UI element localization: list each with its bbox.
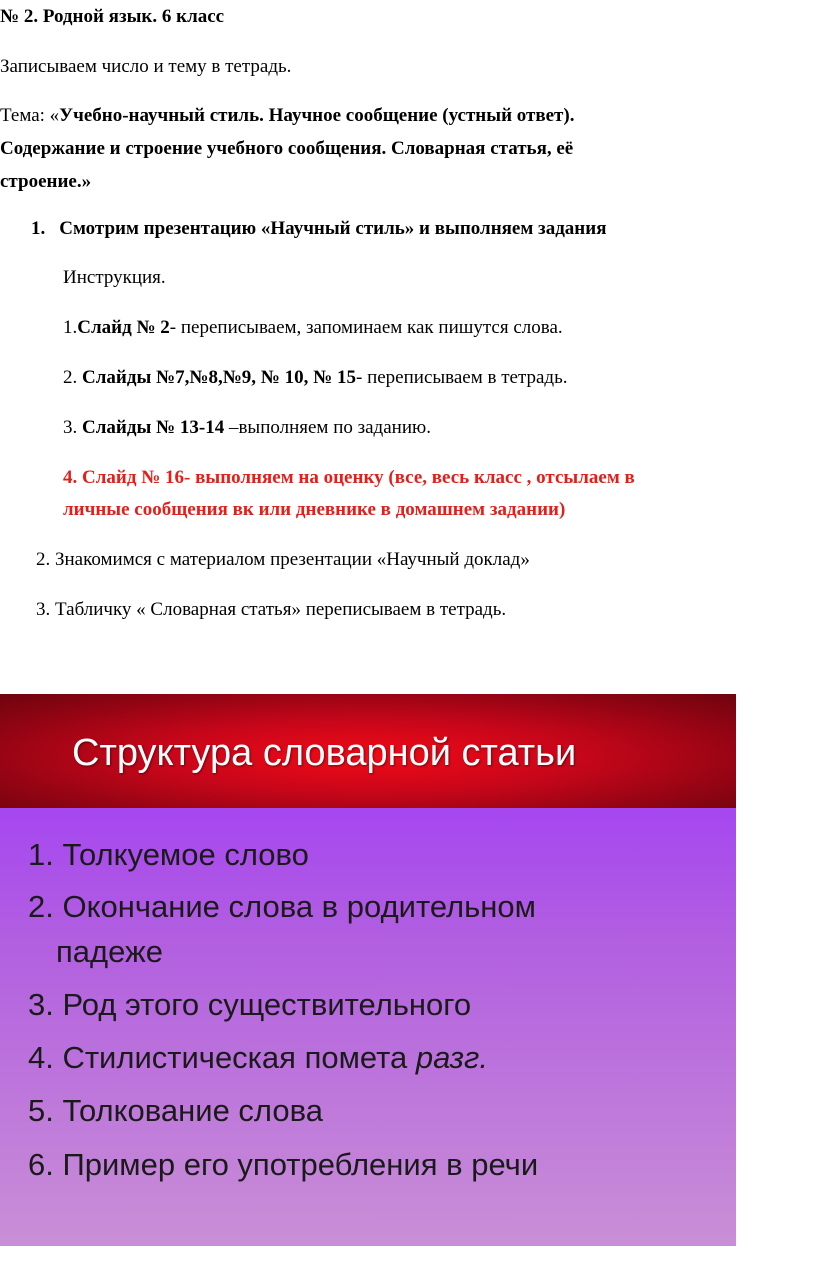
item-1-num: 1. [63,317,78,338]
topic-line-3: строение.» [0,171,92,192]
item-2-bold: Слайды №7,№8,№9, № 10, № 15 [82,367,356,388]
page-title: № 2. Родной язык. 6 класс [0,6,225,27]
instruction-item-4-line-1: 4. Слайд № 16- выполняем на оценку (все, весь класс , отсылаем в [63,467,635,488]
item-1-bold: Слайд № 2 [77,317,170,338]
topic-prefix: Тема: « [0,105,60,126]
slide-item-4 [28,1039,488,1077]
slide-item-3: 3. Род этого существительного [28,987,472,1022]
instruction-label: Инструкция. [63,267,166,288]
topic-text-1: Учебно-научный стиль. Научное сообщение (устный ответ). [59,105,575,126]
item-3-bold: Слайды № 13-14 [82,417,225,438]
slide-header [0,694,736,808]
slide-item-6: 6. Пример его употребления в речи [28,1147,539,1182]
intro-text: Записываем число и тему в тетрадь. [0,56,292,77]
item-1-rest: - переписываем, запоминаем как пишутся слова. [169,317,563,338]
slide-image [0,694,736,1246]
slide-item-2-continued: падеже [56,934,163,969]
item-2-rest: - переписываем в тетрадь. [356,367,568,388]
topic-line-1 [0,104,574,128]
slide-item-1: 1. Толкуемое слово [28,837,309,872]
instruction-item-4-line-2: личные сообщения вк или дневнике в домашнем задании) [63,499,566,520]
task-1 [31,217,606,241]
task-2: 2. Знакомимся с материалом презентации «Научный доклад» [36,549,530,570]
slide-item-4-italic: разг. [415,1040,488,1075]
slide-item-5: 5. Толкование слова [28,1093,323,1128]
slide-item-4-text: 4. Стилистическая помета [28,1040,416,1075]
task-3: 3. Табличку « Словарная статья» переписываем в тетрадь. [36,599,507,620]
instruction-item-1 [63,316,563,340]
item-2-num: 2. [63,367,82,388]
instruction-item-2 [63,366,568,390]
slide-item-2: 2. Окончание слова в родительном [28,889,536,924]
instruction-item-3 [63,416,431,440]
slide-title: Структура словарной статьи [72,732,577,774]
topic-line-2: Содержание и строение учебного сообщения. Словарная статья, её [0,138,574,159]
item-3-rest: –выполняем по заданию. [224,417,431,438]
task-1-number: 1. [31,218,46,239]
item-3-num: 3. [63,417,82,438]
task-1-text: Смотрим презентацию «Научный стиль» и выполняем задания [59,218,607,239]
